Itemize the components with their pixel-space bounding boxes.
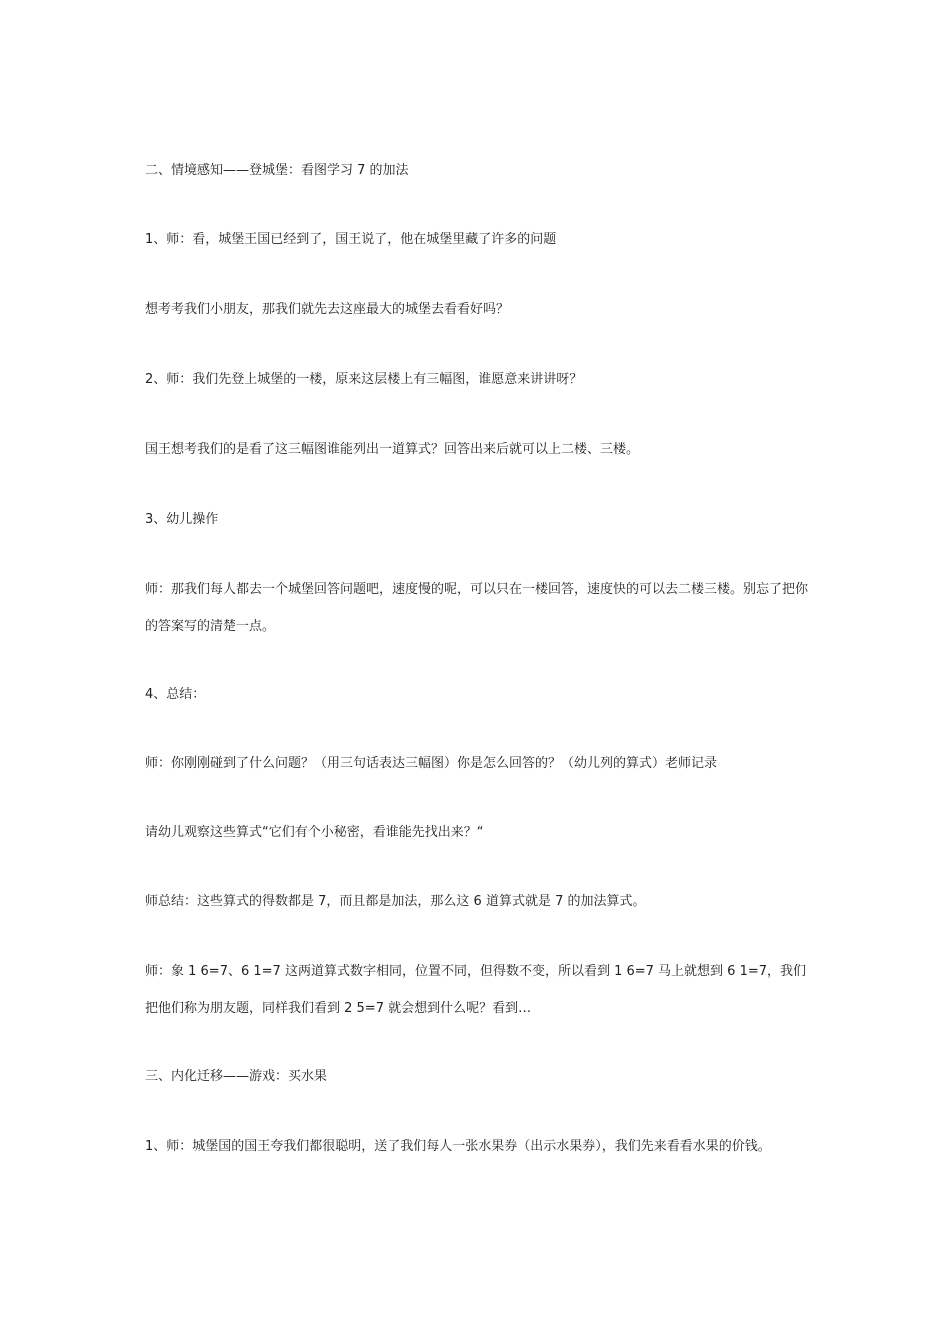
paragraph-step-4-question: 师：你刚刚碰到了什么问题？（用三句话表达三幅图）你是怎么回答的？（幼儿列的算式）老师记录: [145, 756, 718, 771]
paragraph-step-3: 3、幼儿操作: [145, 512, 219, 527]
paragraph-step-4: 4、总结：: [145, 687, 206, 702]
paragraph-step-4-observe: 请幼儿观察这些算式“它们有个小秘密，看谁能先找出来？“: [145, 825, 484, 840]
paragraph-step-1-continued: 想考考我们小朋友，那我们就先去这座最大的城堡去看看好吗？: [145, 302, 510, 317]
paragraph-step-4-summary: 师总结：这些算式的得数都是 7，而且都是加法，那么这 6 道算式就是 7 的加法算式。: [145, 894, 646, 909]
section-heading-situational-perception: 二、情境感知——登城堡：看图学习 7 的加法: [145, 163, 409, 178]
paragraph-step-2: 2、师：我们先登上城堡的一楼，原来这层楼上有三幅图，谁愿意来讲讲呀？: [145, 372, 583, 387]
paragraph-fruit-game-step-1: 1、师：城堡国的国王夸我们都很聪明，送了我们每人一张水果券（出示水果券），我们先来看看水果的价钱。: [145, 1139, 771, 1154]
paragraph-step-3-teacher: 师：那我们每人都去一个城堡回答问题吧，速度慢的呢，可以只在一楼回答，速度快的可以去二楼三楼。别忘了把你的答案写的清楚一点。: [145, 582, 809, 634]
section-heading-internalize-transfer: 三、内化迁移——游戏：买水果: [145, 1069, 328, 1084]
paragraph-step-1: 1、师：看，城堡王国已经到了，国王说了，他在城堡里藏了许多的问题: [145, 232, 557, 247]
paragraph-step-2-continued: 国王想考我们的是看了这三幅图谁能列出一道算式？回答出来后就可以上二楼、三楼。: [145, 442, 640, 457]
paragraph-step-4-friend-problems: 师：象 1 6=7、6 1=7 这两道算式数字相同，位置不同，但得数不变，所以看到 1 6=7 马上就想到 6 1=7，我们把他们称为朋友题，同样我们看到 2 5=7 就会想到什么呢？看到…: [145, 964, 807, 1016]
